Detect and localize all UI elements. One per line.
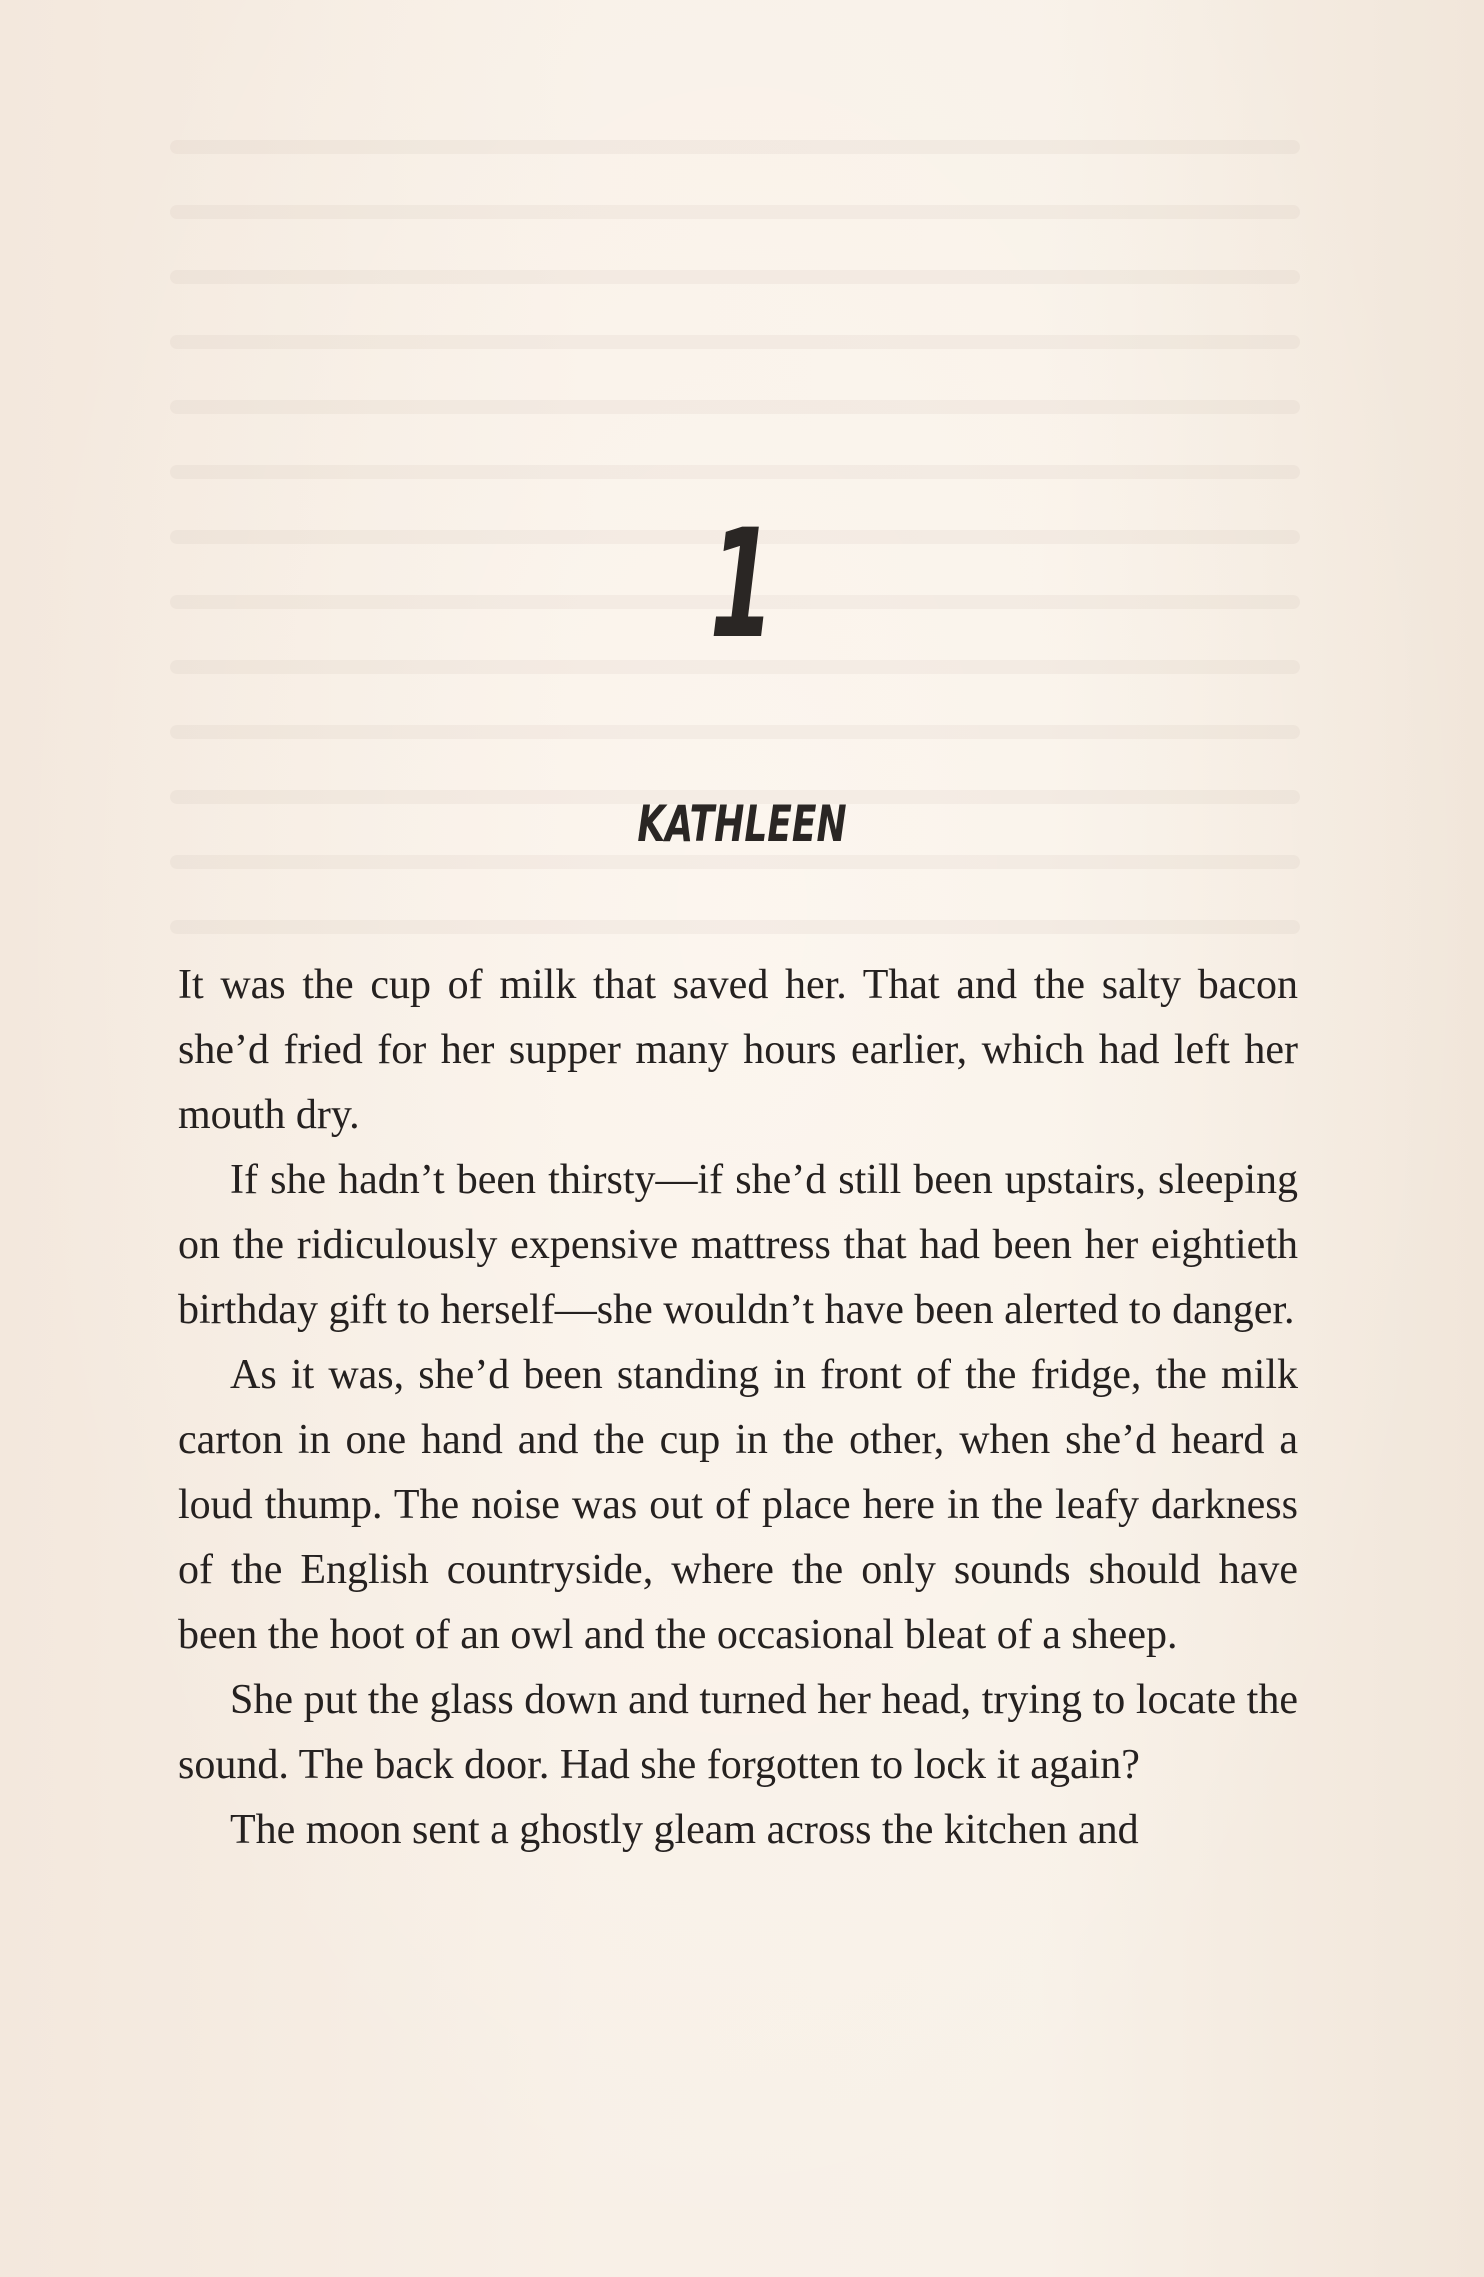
show-through-line	[170, 725, 1300, 739]
paragraph: If she hadn’t been thirsty—if she’d still been upstairs, sleeping on the ridiculously expensive mattress that had been her eightieth birthday gift to herself—she wouldn’t have been alerted to danger.	[178, 1157, 1298, 1333]
paragraph: She put the glass down and turned her head, trying to locate the sound. The back door. Had she forgotten to lock it again?	[178, 1677, 1298, 1788]
paragraph: The moon sent a ghostly gleam across the kitchen and	[230, 1807, 1139, 1853]
show-through-line	[170, 335, 1300, 349]
chapter-title: KATHLEEN	[637, 795, 847, 853]
show-through-line	[170, 400, 1300, 414]
paragraph: It was the cup of milk that saved her. That and the salty bacon she’d fried for her supper many hours earlier, which had left her mouth dry.	[178, 962, 1298, 1138]
show-through-line	[170, 855, 1300, 869]
paragraph: As it was, she’d been standing in front of the fridge, the milk carton in one hand and the cup in the other, when she’d heard a loud thump. The noise was out of place here in the leafy darkness of the English countryside, where the only sounds should have been the hoot of an owl and the occasional bleat of a sheep.	[178, 1352, 1298, 1658]
chapter-body	[178, 953, 1298, 1863]
chapter-number: 1	[709, 498, 775, 672]
show-through-line	[170, 465, 1300, 479]
show-through-line	[170, 920, 1300, 934]
show-through-line	[170, 270, 1300, 284]
show-through-line	[170, 205, 1300, 219]
show-through-line	[170, 140, 1300, 154]
